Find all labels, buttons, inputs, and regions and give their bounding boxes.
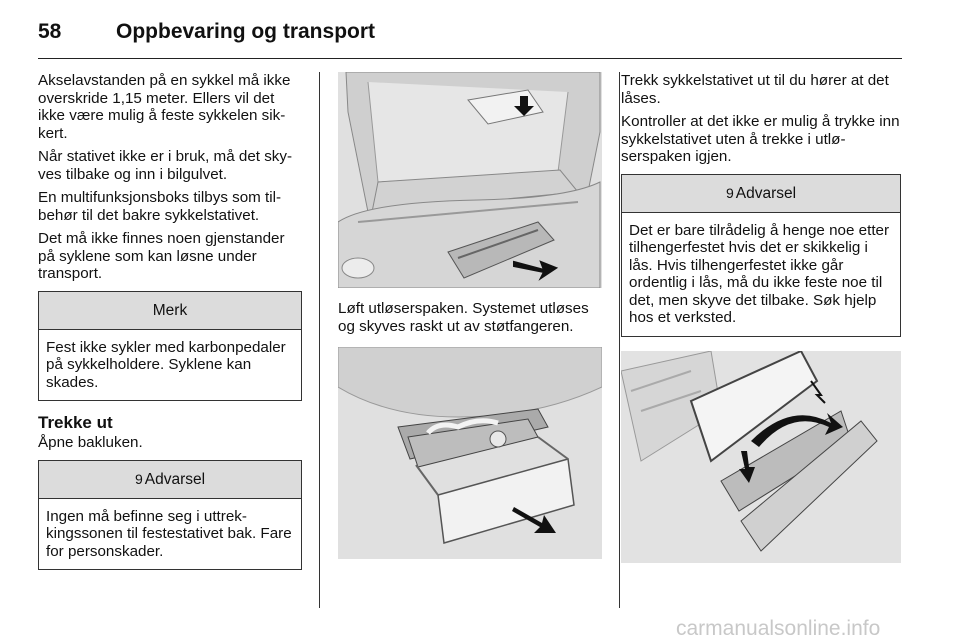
warning-header-1 — [39, 461, 301, 499]
column-left — [38, 72, 302, 580]
illustration-trunk-release-lever — [338, 72, 602, 288]
warning-header-2 — [622, 175, 900, 213]
warning-symbol-2: 9 — [725, 184, 734, 201]
column-middle — [338, 72, 602, 559]
paragraph-check-lock: Kontroller at det ikke er mulig å trykke inn sykkelstativet uten å trekke i utløserspaken igjen. — [621, 113, 900, 165]
warning-symbol-1: 9 — [134, 470, 143, 487]
paragraph-accessory: En multifunksjonsboks tilbys som tilbehør til det bakre sykkelstativet. — [38, 189, 282, 224]
note-title: Merk — [39, 292, 301, 330]
warning-body-2: Det er bare tilrådelig å henge noe etter tilhengerfestet hvis det er skikkelig i lås. Hvis tilhengerfestet ikke går ordentlig i lås, må du ikke feste noe til det, men skyve det tilbake. Søk hjelp hos et verksted. — [629, 221, 890, 326]
column-right — [621, 72, 901, 563]
page-number: 58 — [38, 20, 62, 43]
warning-title-2: Advarsel — [735, 184, 797, 202]
page-header — [38, 14, 902, 54]
header-rule — [38, 58, 902, 59]
column-divider-2 — [619, 72, 620, 608]
warning-box-1 — [38, 460, 302, 571]
paragraph-loose-items: Det må ikke finnes noen gjenstander på syklene som kan løsne under transport. — [38, 230, 285, 282]
paragraph-wheelbase: Akselavstanden på en sykkel må ikke overskride 1,15 meter. Ellers vil det ikke være mulig å feste sykkelen sikkert. — [38, 72, 291, 142]
warning-title-1: Advarsel — [144, 470, 206, 488]
caption-release-lever: Løft utløserspaken. Systemet utløses og skyves raskt ut av støtfangeren. — [338, 300, 589, 335]
paragraph-stow: Når stativet ikke er i bruk, må det skyves tilbake og inn i bilgulvet. — [38, 148, 293, 183]
section-heading: Trekke ut — [38, 413, 113, 432]
warning-box-2 — [621, 174, 901, 337]
paragraph-pull-out: Trekk sykkelstativet ut til du hører at det låses. — [621, 72, 889, 107]
column-divider-1 — [319, 72, 320, 608]
warning-body-1: Ingen må befinne seg i uttrekkingssonen til festestativet bak. Fare for personskader. — [46, 507, 292, 560]
watermark: carmanualsonline.info — [676, 617, 881, 640]
section-text: Åpne bakluken. — [38, 434, 143, 451]
illustration-rack-extending — [338, 347, 602, 559]
illustration-rack-locking — [621, 351, 901, 563]
page-title: Oppbevaring og transport — [116, 20, 376, 43]
note-body: Fest ikke sykler med karbonpedaler på sykkelholdere. Syklene kan skades. — [46, 338, 286, 391]
note-box — [38, 291, 302, 402]
